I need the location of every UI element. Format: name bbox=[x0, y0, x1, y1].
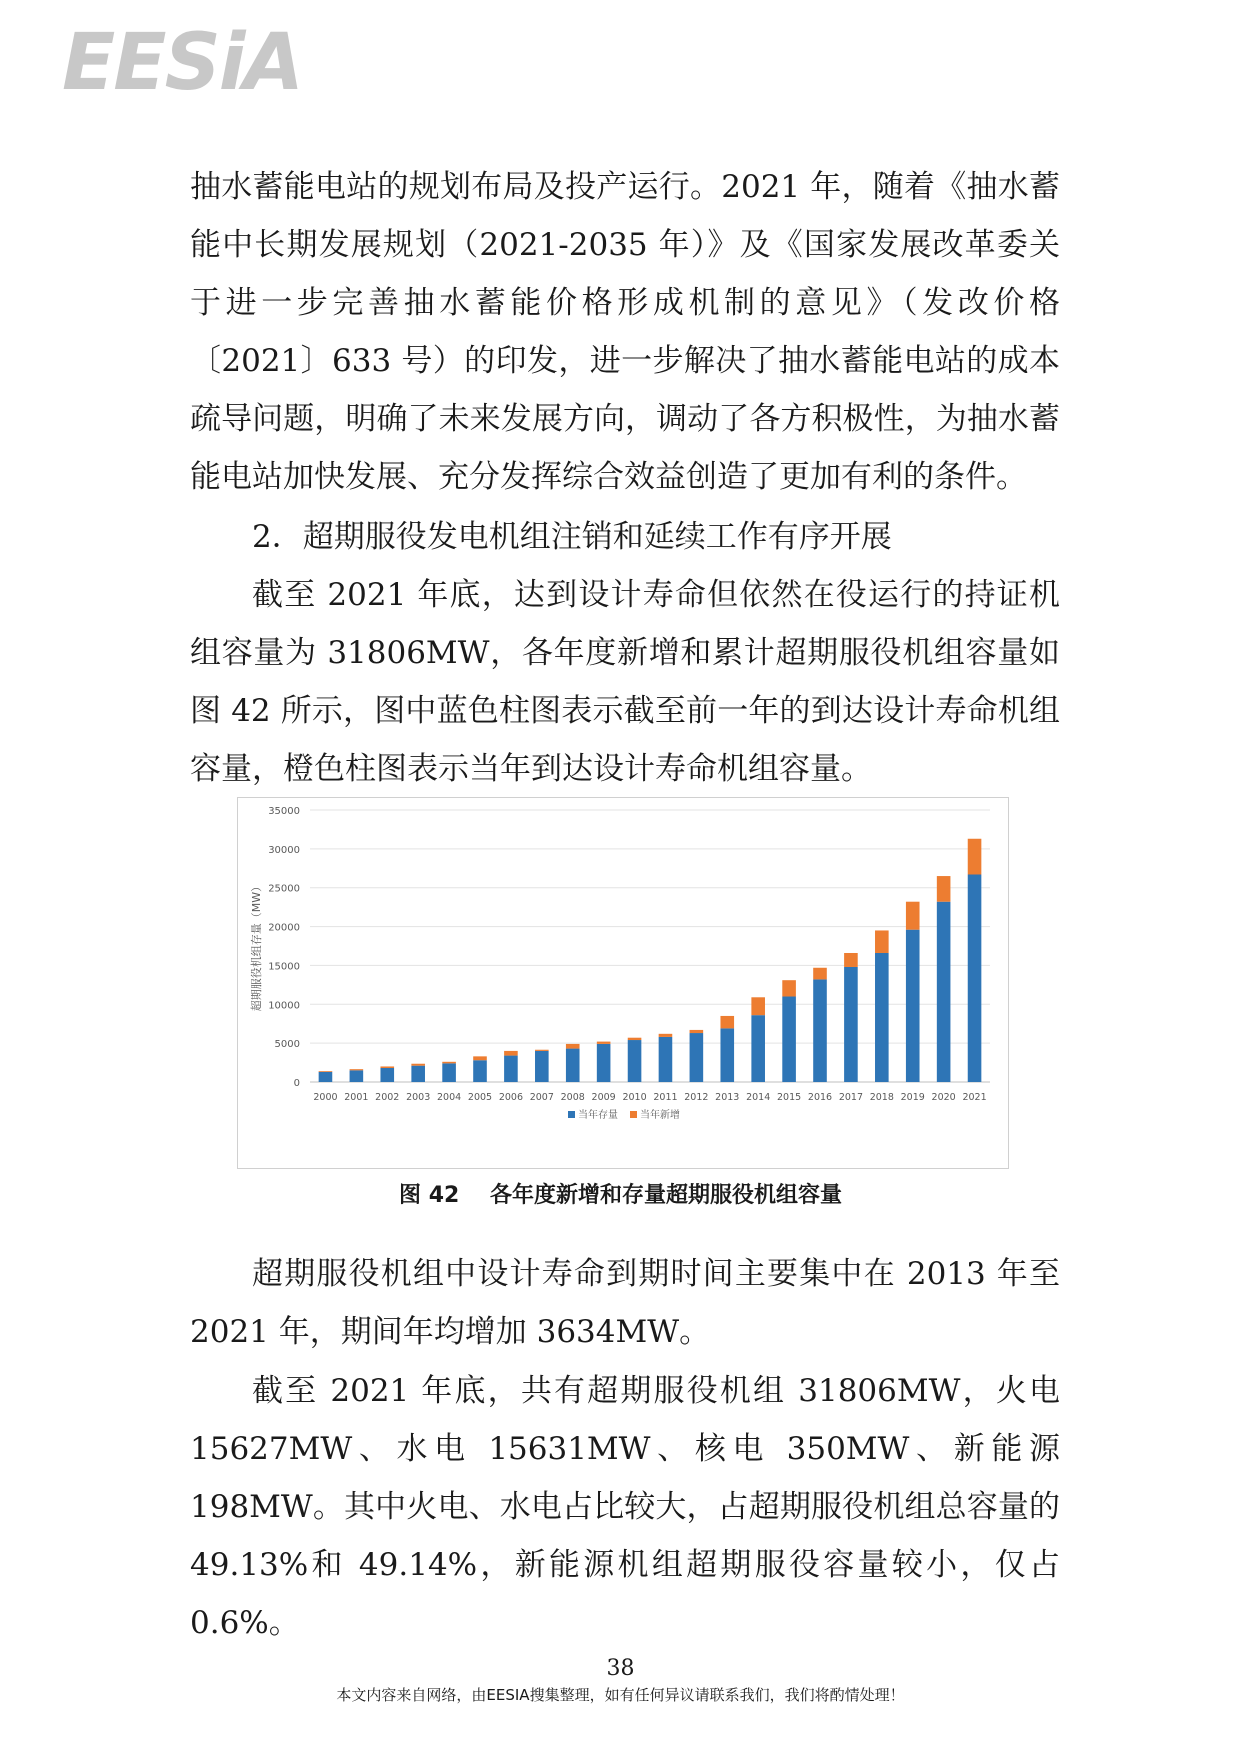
x-tick-label: 2011 bbox=[653, 1092, 678, 1103]
figure-number: 图 42 bbox=[399, 1183, 460, 1208]
bar-stock bbox=[659, 1037, 673, 1082]
body-paragraph-4: 截至 2021 年底，共有超期服役机组 31806MW，火电 15627MW、水电 15631MW、核电 350MW、新能源 198MW。其中火电、水电占比较大，占超期服役机组总容量的 49.13%和 49.14%，新能源机组超期服役容量较小，仅占 0.6%。 bbox=[190, 1373, 1060, 1641]
legend-swatch-stock bbox=[568, 1111, 575, 1118]
bar-new bbox=[875, 930, 889, 953]
x-tick-label: 2003 bbox=[406, 1092, 431, 1103]
x-tick-label: 2009 bbox=[591, 1092, 616, 1103]
bar-stock bbox=[350, 1070, 364, 1082]
x-tick-label: 2013 bbox=[715, 1092, 740, 1103]
x-tick-label: 2014 bbox=[746, 1092, 771, 1103]
bar-new bbox=[473, 1056, 487, 1060]
section-heading: 2．超期服役发电机组注销和延续工作有序开展 bbox=[252, 519, 892, 555]
bar-new bbox=[535, 1050, 549, 1051]
y-tick-label: 5000 bbox=[274, 1039, 300, 1051]
bar-stock bbox=[937, 902, 951, 1082]
bar-stock bbox=[782, 997, 796, 1082]
eesia-logo: EESiA bbox=[62, 18, 302, 108]
bar-new bbox=[380, 1066, 394, 1068]
bar-stock bbox=[844, 967, 858, 1082]
bar-new bbox=[690, 1030, 704, 1033]
x-tick-label: 2017 bbox=[838, 1092, 864, 1103]
bar-stock bbox=[875, 953, 889, 1082]
y-tick-label: 25000 bbox=[268, 883, 300, 895]
x-tick-label: 2007 bbox=[529, 1092, 554, 1103]
bar-stock bbox=[473, 1060, 487, 1082]
y-tick-label: 35000 bbox=[268, 806, 300, 817]
bar-stock bbox=[813, 979, 827, 1082]
bar-stock bbox=[442, 1063, 456, 1082]
x-tick-label: 2020 bbox=[931, 1092, 956, 1103]
bar-stock bbox=[597, 1044, 611, 1082]
bar-new bbox=[442, 1062, 456, 1064]
x-tick-label: 2006 bbox=[498, 1092, 524, 1103]
bar-stock bbox=[968, 875, 982, 1082]
x-tick-label: 2012 bbox=[684, 1092, 709, 1103]
bar-new bbox=[937, 876, 951, 902]
page-number: 38 bbox=[606, 1656, 635, 1681]
figure-title: 各年度新增和存量超期服役机组容量 bbox=[489, 1183, 842, 1208]
body-paragraph-2: 截至 2021 年底，达到设计寿命但依然在役运行的持证机组容量为 31806MW，各年度新增和累计超期服役机组容量如图 42 所示，图中蓝色柱图表示截至前一年的到达设计寿命机组容量，橙色柱图表示当年到达设计寿命机组容量。 bbox=[190, 577, 1060, 787]
footer-note: 本文内容来自网络，由EESIA搜集整理，如有任何异议请联系我们，我们将酌情处理！ bbox=[336, 1686, 905, 1704]
bar-new bbox=[751, 997, 765, 1015]
bar-new bbox=[659, 1034, 673, 1037]
bar-new bbox=[720, 1016, 734, 1028]
x-tick-label: 2018 bbox=[869, 1092, 894, 1103]
x-tick-label: 2005 bbox=[467, 1092, 493, 1103]
x-tick-label: 2001 bbox=[344, 1092, 369, 1103]
bar-stock bbox=[906, 930, 920, 1082]
body-paragraph-3: 超期服役机组中设计寿命到期时间主要集中在 2013 年至 2021 年，期间年均增加 3634MW。 bbox=[190, 1256, 1060, 1350]
y-tick-label: 0 bbox=[293, 1078, 300, 1089]
y-tick-label: 20000 bbox=[268, 922, 300, 934]
x-tick-label: 2002 bbox=[375, 1092, 400, 1103]
legend-swatch-new bbox=[630, 1111, 637, 1118]
x-tick-label: 2004 bbox=[436, 1092, 462, 1103]
bar-stock bbox=[504, 1056, 518, 1082]
x-tick-label: 2000 bbox=[313, 1092, 338, 1103]
bar-new bbox=[813, 968, 827, 980]
bar-new bbox=[350, 1069, 364, 1070]
bar-new bbox=[319, 1071, 333, 1072]
x-tick-label: 2015 bbox=[776, 1092, 802, 1103]
bar-stock bbox=[751, 1015, 765, 1082]
legend-label-new: 当年新增 bbox=[640, 1110, 680, 1121]
bar-stock bbox=[380, 1068, 394, 1082]
bar-stock bbox=[720, 1028, 734, 1082]
bar-new bbox=[844, 953, 858, 967]
bar-new bbox=[782, 980, 796, 996]
x-tick-label: 2010 bbox=[622, 1092, 647, 1103]
y-tick-label: 15000 bbox=[268, 961, 300, 973]
bar-new bbox=[411, 1064, 425, 1066]
bar-new bbox=[504, 1051, 518, 1056]
bar-stock bbox=[690, 1033, 704, 1082]
bar-stock bbox=[319, 1072, 333, 1082]
y-tick-label: 30000 bbox=[268, 844, 300, 856]
bar-new bbox=[597, 1042, 611, 1044]
stacked-bar-chart bbox=[238, 798, 1008, 1168]
y-axis-label: 超期服役机组存量（MW） bbox=[250, 880, 263, 1012]
bar-new bbox=[628, 1038, 642, 1040]
body-paragraph-1: 抽水蓄能电站的规划布局及投产运行。2021 年，随着《抽水蓄能中长期发展规划（2021-2035 年）》及《国家发展改革委关于进一步完善抽水蓄能价格形成机制的意见》（发改价格〔2021〕633 号）的印发，进一步解决了抽水蓄能电站的成本疏导问题，明确了未来发展方向，调动了各方积极性，为抽水蓄能电站加快发展、充分发挥综合效益创造了更加有利的条件。 bbox=[190, 169, 1060, 495]
chart-figure-42 bbox=[237, 797, 1009, 1169]
bar-stock bbox=[411, 1066, 425, 1082]
bar-new bbox=[566, 1044, 580, 1049]
bar-stock bbox=[628, 1040, 642, 1082]
y-tick-label: 10000 bbox=[268, 1000, 300, 1012]
bar-new bbox=[968, 839, 982, 875]
bar-stock bbox=[566, 1049, 580, 1082]
figure-caption bbox=[0, 1178, 1241, 1209]
x-tick-label: 2008 bbox=[560, 1092, 585, 1103]
legend-label-stock: 当年存量 bbox=[578, 1110, 618, 1121]
x-tick-label: 2016 bbox=[807, 1092, 833, 1103]
x-tick-label: 2019 bbox=[900, 1092, 925, 1103]
bar-new bbox=[906, 902, 920, 930]
x-tick-label: 2021 bbox=[962, 1092, 987, 1103]
bar-stock bbox=[535, 1051, 549, 1082]
